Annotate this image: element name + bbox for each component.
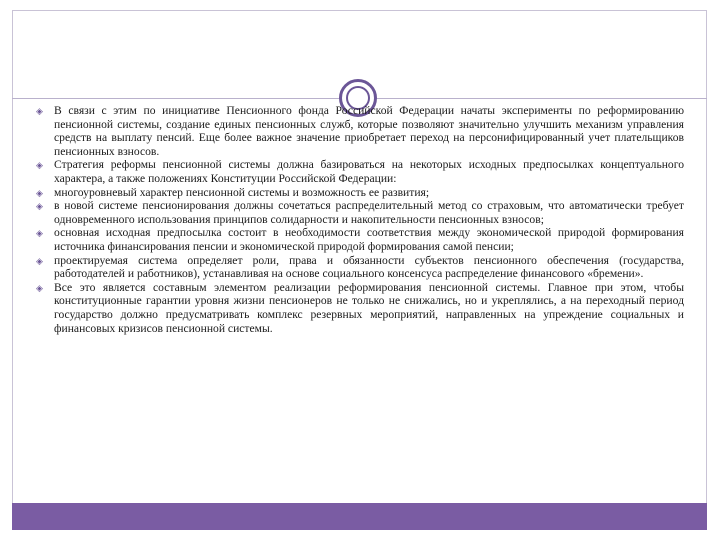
bullet-text: Стратегия реформы пенсионной системы должна базироваться на некоторых исходных предпосылках концептуального характера, а также положениях Конституции Российской Федерации: <box>54 158 684 185</box>
bullet-item <box>36 158 684 185</box>
diamond-bullet-icon: ◈ <box>36 228 43 239</box>
diamond-bullet-icon: ◈ <box>36 282 43 293</box>
diamond-bullet-icon: ◈ <box>36 160 43 171</box>
bullet-item <box>36 254 684 281</box>
slide-content <box>36 104 684 335</box>
bullet-item <box>36 226 684 253</box>
diamond-bullet-icon: ◈ <box>36 187 43 198</box>
bullet-item <box>36 281 684 335</box>
bullet-text: В связи с этим по инициативе Пенсионного фонда Российской Федерации начаты эксперименты по реформированию пенсионной системы, создание единых пенсионных служб, которые позволяют значительно улучшить механизм управления средств на выплату пенсий. Еще более важное значение приобретает переход на персонифицированный учет плательщиков пенсионных взносов. <box>54 104 684 158</box>
bullet-item <box>36 199 684 226</box>
bullet-text: проектируемая система определяет роли, права и обязанности субъектов пенсионного обеспечения (государства, работодателей и работников), устанавливая на основе социального консенсуса распределение финансового «бремени». <box>54 253 684 281</box>
bullet-text: основная исходная предпосылка состоит в необходимости соответствия между экономической природой формирования источника финансирования пенсии и экономической природой формирования самой пенсии; <box>54 226 684 253</box>
bottom-accent-bar <box>12 503 707 530</box>
bullet-text: многоуровневый характер пенсионной системы и возможность ее развития; <box>54 185 430 199</box>
bullet-item <box>36 104 684 158</box>
diamond-bullet-icon: ◈ <box>36 201 43 212</box>
bullet-text: в новой системе пенсионирования должны сочетаться распределительный метод со страховым, что автоматически требует одновременного использования принципов солидарности и накопительности пенсионных взносов; <box>54 199 684 226</box>
bullet-item <box>36 186 684 200</box>
diamond-bullet-icon: ◈ <box>36 255 43 266</box>
diamond-bullet-icon: ◈ <box>36 106 43 116</box>
bullet-text: Все это является составным элементом реализации реформирования пенсионной системы. Главное при этом, чтобы конституционные гарантии уровня жизни пенсионеров не только не снижались, но и укреплялись, а на переходный период государство должно предусматривать комплекс резервных мероприятий, направленных на упреждение социальных и финансовых кризисов пенсионной системы. <box>54 280 684 335</box>
